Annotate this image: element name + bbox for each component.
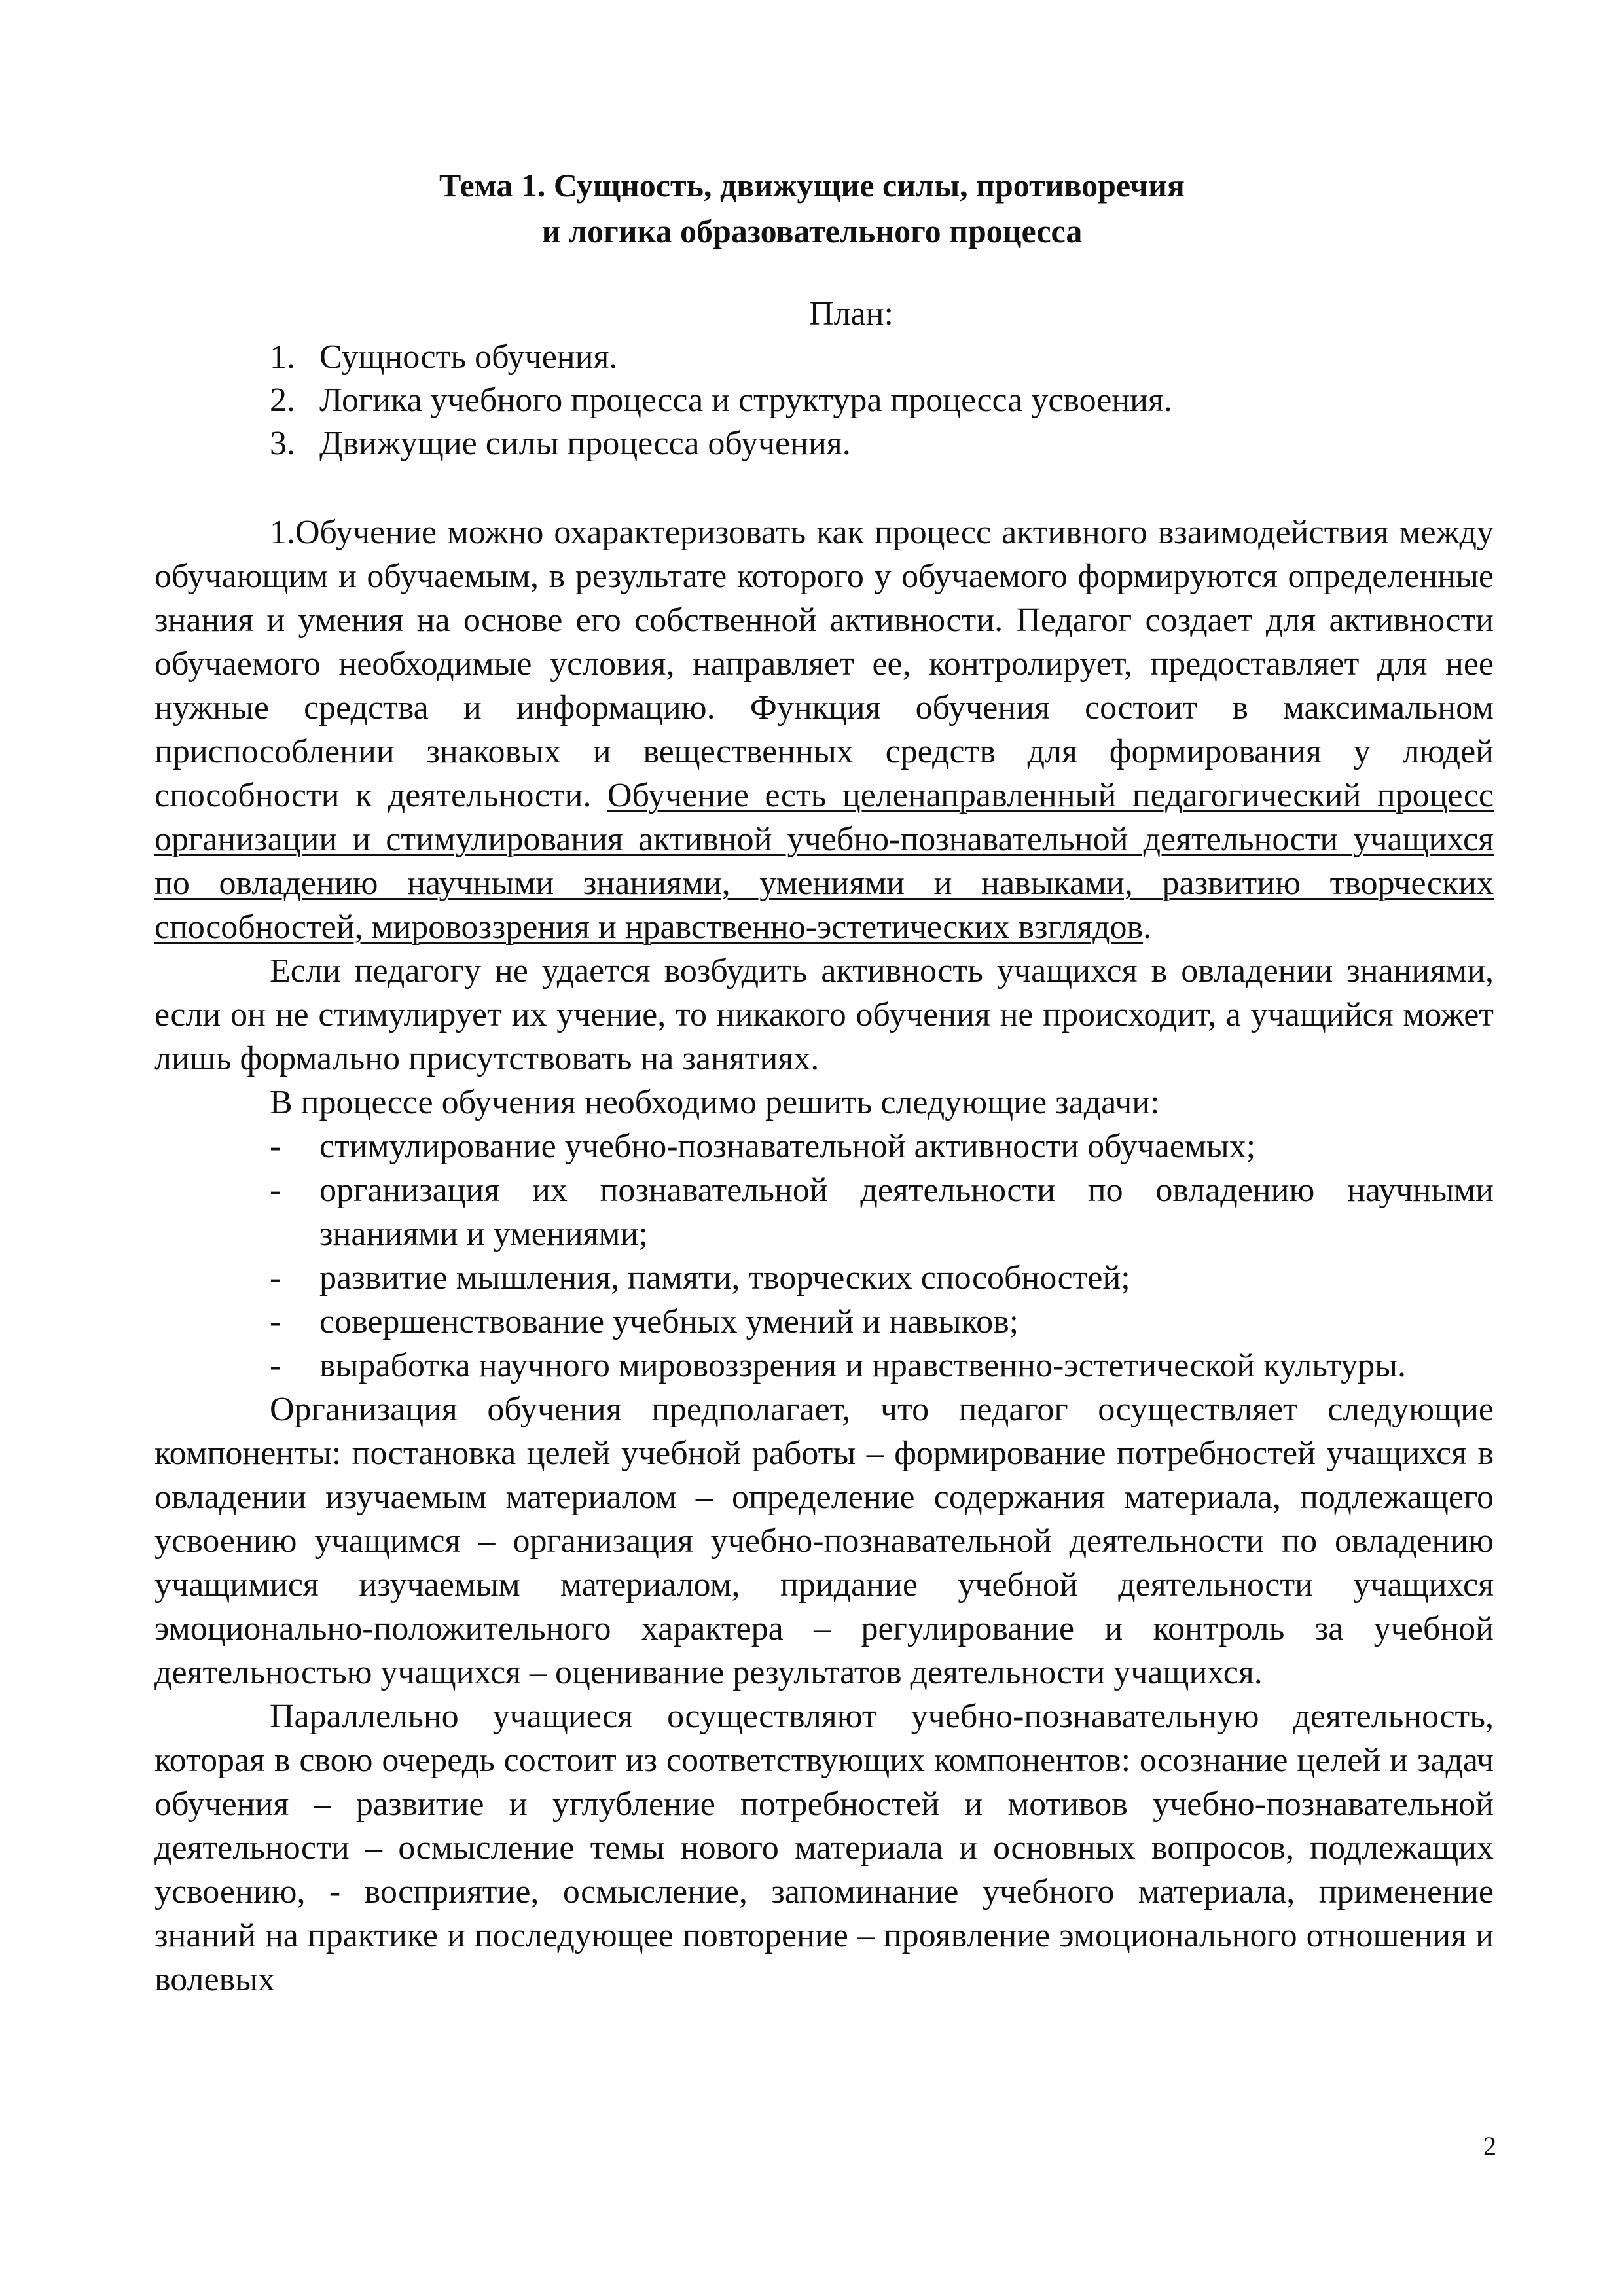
paragraph-student-activity: Параллельно учащиеся осуществляют учебно-познавательную деятельность, которая в свою очередь состоит из соответствующих компонентов: осознание целей и задач обучения – развитие и углубление потребностей и мотивов учебно-познавательной деятельности – осмысление темы нового материала и основных вопросов, подлежащих усвоению, - восприятие, осмысление, запоминание учебного материала, применение знаний на практике и последующее повторение – проявление эмоционального отношения и волевых (154, 1698, 1494, 1998)
plan-list (270, 336, 1461, 465)
tasks-list (154, 1124, 1494, 1388)
task-item (154, 1300, 1494, 1344)
plan-item (270, 336, 1461, 379)
task-text: совершенствование учебных умений и навыков; (319, 1303, 1019, 1340)
paragraph-definition (154, 511, 1494, 949)
paragraph-intro-text: 1.Обучение можно охарактеризовать как процесс активного взаимодействия между обучающим и обучаемым, в результате которого у обучаемого формируются определенные знания и умения на основе его собственной активности. Педагог создает для активности обучаемого необходимые условия, направляет ее, контролирует, предоставляет для нее нужные средства и информацию. Функция обучения состоит в максимальном приспособлении знаковых и вещественных средств для формирования у людей способности к деятельности. (154, 514, 1494, 814)
task-item (154, 1168, 1494, 1256)
title-line-1: Тема 1. Сущность, движущие силы, противоречия (439, 167, 1185, 204)
task-item (154, 1256, 1494, 1300)
paragraph-organization: Организация обучения предполагает, что педагог осуществляет следующие компоненты: постановка целей учебной работы – формирование потребностей учащихся в овладении изучаемым материалом – определение содержания материала, подлежащего усвоению учащимся – организация учебно-познавательной деятельности по овладению учащимися изучаемым материалом, придание учебной деятельности учащихся эмоционально-положительного характера – регулирование и контроль за учебной деятельностью учащихся – оценивание результатов деятельности учащихся. (154, 1391, 1494, 1691)
task-text: выработка научного мировоззрения и нравственно-эстетической культуры. (319, 1347, 1407, 1384)
task-dash: - (270, 1303, 281, 1340)
paragraph-tasks-intro: В процессе обучения необходимо решить следующие задачи: (270, 1084, 1160, 1121)
plan-item-text: Движущие силы процесса обучения. (319, 425, 851, 462)
task-text: стимулирование учебно-познавательной активности обучаемых; (319, 1128, 1256, 1165)
task-text: развитие мышления, памяти, творческих способностей; (319, 1259, 1130, 1297)
plan-item (270, 422, 1461, 465)
task-item (154, 1124, 1494, 1168)
plan-heading: План: (809, 295, 893, 332)
body-text (154, 511, 1494, 2001)
task-dash: - (270, 1128, 281, 1165)
task-dash: - (270, 1259, 281, 1297)
paragraph-activity: Если педагогу не удается возбудить активность учащихся в овладении знаниями, если он не стимулирует их учение, то никакого обучения не происходит, а учащийся может лишь формально присутствовать на занятиях. (154, 952, 1494, 1077)
underlined-definition: Обучение есть целенаправленный педагогический процесс организации и стимулирования активной учебно-познавательной деятельности учащихся по овладению научными знаниями, умениями и навыками, развитию творческих способностей, мировоззрения и нравственно-эстетических взглядов (154, 777, 1494, 946)
task-text: организация их познавательной деятельности по овладению научными знаниями и умениями; (319, 1172, 1494, 1253)
plan-item-number: 2. (270, 382, 295, 419)
plan-item (270, 379, 1461, 422)
plan-item-text: Сущность обучения. (319, 338, 618, 376)
task-dash: - (270, 1347, 281, 1384)
page-number: 2 (1483, 2131, 1496, 2161)
title-line-2: и логика образовательного процесса (541, 213, 1083, 249)
paragraph-end-punctuation: . (1143, 908, 1152, 946)
plan-item-number: 1. (270, 338, 295, 376)
plan-item-number: 3. (270, 425, 295, 462)
task-item (154, 1344, 1494, 1388)
page-title (0, 162, 1624, 254)
plan-item-text: Логика учебного процесса и структура процесса усвоения. (319, 382, 1172, 419)
task-dash: - (270, 1172, 281, 1209)
